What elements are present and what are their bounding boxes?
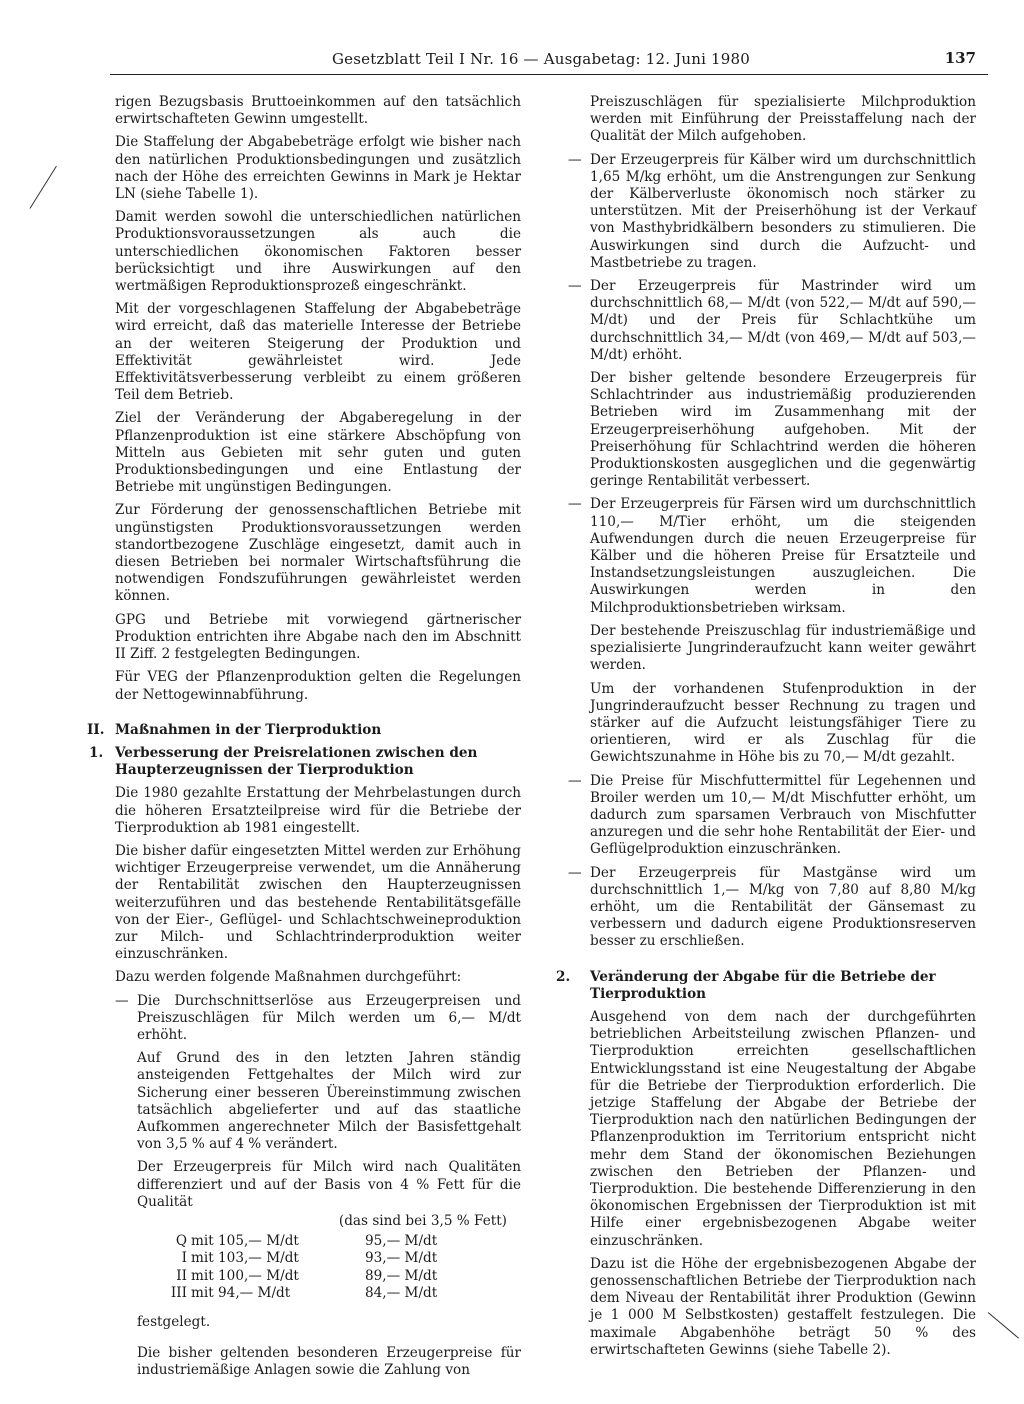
left-column	[87, 94, 521, 1380]
paragraph: Mit der vorgeschlagenen Staffelung der Abgabebeträge wird erreicht, daß das materielle Interesse der Betriebe an der weiteren Steigerung der Produktion und Effektivität gewährleistet wird. Jede Effektivitätsverbesserung verbleibt zu einem größeren Teil dem Betrieb.	[115, 301, 521, 404]
dash-bullet: —	[568, 151, 582, 168]
quality-cell: Q	[175, 1233, 187, 1250]
dash-bullet: —	[115, 992, 129, 1009]
dash-bullet: —	[568, 772, 582, 789]
subsection-number: 2.	[556, 968, 571, 985]
paragraph: Die 1980 gezahlte Erstattung der Mehrbelastungen durch die höheren Ersatzteilpreise wird für die Betriebe der Tierproduktion ab 1981 eingestellt.	[115, 785, 521, 836]
paragraph: rigen Bezugsbasis Bruttoeinkommen auf den tatsächlich erwirtschafteten Gewinn umgestellt.	[115, 94, 521, 128]
table-row	[137, 1233, 437, 1250]
price-cell: mit 94,— M/dt	[191, 1284, 291, 1301]
dash-bullet: —	[568, 864, 582, 881]
paragraph: Damit werden sowohl die unterschiedlichen natürlichen Produktionsvoraussetzungen als auch die unterschiedlichen ökonomischen Faktoren besser berücksichtigt und ihre Auswirkungen auf den wertmäßigen Reproduktionsprozeß eingeschränkt.	[115, 209, 521, 295]
table-row	[137, 1250, 437, 1267]
subsection-heading	[89, 744, 521, 779]
header-rule	[110, 74, 988, 75]
right-column	[556, 94, 976, 1359]
paragraph: Die Staffelung der Abgabebeträge erfolgt wie bisher nach den natürlichen Produktionsbedingungen und zusätzlich nach der Höhe des erreichten Gewinns in Mark je Hektar LN (siehe Tabelle 1).	[115, 134, 521, 203]
equiv-cell: 95,— M/dt	[365, 1233, 438, 1250]
quality-cell: I	[181, 1250, 187, 1267]
paragraph: Dazu werden folgende Maßnahmen durchgeführt:	[115, 969, 462, 986]
paragraph: Zur Förderung der genossenschaftlichen Betriebe mit ungünstigsten Produktionsvoraussetzungen werden standortbezogene Zuschläge eingesetzt, damit auch in diesen Betrieben bei normaler Wirtschaftsführung die notwendigen Fondszuführungen gewährleistet werden können.	[115, 502, 521, 605]
paragraph: Ziel der Veränderung der Abgaberegelung in der Pflanzenproduktion ist eine stärkere Abschöpfung von Mitteln aus Gebieten mit sehr guten und guten Produktionsbedingungen und eine Entlastung der Betriebe mit ungünstigen Bedingungen.	[115, 410, 521, 496]
dash-bullet: —	[568, 278, 582, 295]
quality-price-table	[137, 1233, 437, 1302]
paragraph: festgelegt.	[137, 1314, 211, 1330]
price-cell: mit 103,— M/dt	[191, 1250, 299, 1267]
equiv-cell: 84,— M/dt	[365, 1284, 438, 1301]
paragraph: Die bisher dafür eingesetzten Mittel werden zur Erhöhung wichtiger Erzeugerpreise verwendet, um die Annäherung der Rentabilität zwischen den Haupterzeugnissen weiterzuführen und das bestehende Rentabilitätsgefälle von der Eier-, Geflügel- und Schlachtschweineproduktion zur Milch- und Schlachtrinderproduktion weiter einzuschränken.	[115, 842, 521, 963]
list-item	[568, 496, 976, 616]
paragraph: Der bestehende Preiszuschlag für industriemäßige und spezialisierte Jungrinderaufzucht kann weiter gewährt werden.	[590, 622, 976, 674]
list-item-text: Der Erzeugerpreis für Mastgänse wird um durchschnittlich 1,— M/kg von 7,80 auf 8,80 M/kg erhöht, um die Rentabilität der Gänsemast zu verbessern und dadurch eigene Produktionsreserven besser zu erschließen.	[590, 864, 976, 950]
price-cell: mit 105,— M/dt	[191, 1233, 299, 1250]
paragraph: Auf Grund des in den letzten Jahren ständig ansteigenden Fettgehaltes der Milch wird zur Sicherung einer besseren Übereinstimmung zwischen tatsächlich abgelieferter und auf das staatliche Aufkommen angerechneter Milch der Basisfettgehalt von 3,5 % auf 4 % verändert.	[137, 1050, 521, 1153]
list-item-text: Der Erzeugerpreis für Mastrinder wird um durchschnittlich 68,— M/dt (von 522,— M/dt auf 590,— M/dt) und der Preis für Schlachtkühe um durchschnittlich 34,— M/dt (von 469,— M/dt auf 503,— M/dt) erhöht.	[590, 278, 976, 363]
paragraph: Der Erzeugerpreis für Milch wird nach Qualitäten differenziert und auf der Basis von 4 % Fett für die Qualität	[137, 1159, 521, 1210]
gazette-title: Gesetzblatt Teil I Nr. 16 — Ausgabetag: 12. Juni 1980	[332, 50, 751, 68]
equiv-cell: 93,— M/dt	[365, 1250, 438, 1267]
table-row	[137, 1285, 437, 1302]
list-item	[568, 772, 976, 859]
list-item-text: Die Durchschnittserlöse aus Erzeugerpreisen und Preiszuschlägen für Milch werden um 6,— M/dt erhöht.	[137, 992, 521, 1043]
subsection-heading	[556, 968, 976, 1003]
paragraph: Preiszuschlägen für spezialisierte Milchproduktion werden mit Einführung der Preisstaffelung nach der Qualität der Milch aufgehoben.	[590, 94, 976, 145]
list-item-text: Der Erzeugerpreis für Kälber wird um durchschnittlich 1,65 M/kg erhöht, um die Anstrengungen zur Senkung der Kälberverluste ökonomisch noch stärker zu unterstützen. Mit der Preiserhöhung ist der Verkauf von Masthybridkälbern besonders zu stimulieren. Die Auswirkungen sind durch die Aufzucht- und Mastbetriebe zu tragen.	[590, 151, 976, 271]
price-cell: mit 100,— M/dt	[191, 1267, 299, 1284]
list-item	[568, 864, 976, 951]
page-number: 137	[944, 49, 976, 67]
margin-mark	[988, 1312, 1019, 1339]
paragraph: Die bisher geltenden besonderen Erzeugerpreise für industriemäßige Anlagen sowie die Zahlung von	[137, 1345, 521, 1379]
section-number: II.	[87, 721, 105, 738]
dash-bullet: —	[568, 496, 582, 513]
paragraph: Um der vorhandenen Stufenproduktion in der Jungrinderaufzucht besser Rechnung zu tragen und stärker auf die Aufzucht leistungsfähiger Tiere zu orientieren, wird er als Zuschlag für die Gewichtszunahme in Höhe bis zu 70,— M/dt gezahlt.	[590, 680, 976, 766]
list-item-text: Der Erzeugerpreis für Färsen wird um durchschnittlich 110,— M/Tier erhöht, um die steigenden Aufwendungen durch die neuen Erzeugerpreise für Kälber und die höheren Preise für Ersatzteile und Instandsetzungsleistungen auszugleichen. Die Auswirkungen werden in den Milchproduktionsbetrieben wirksam.	[590, 496, 976, 616]
list-item	[568, 151, 976, 272]
equiv-cell: 89,— M/dt	[365, 1267, 438, 1284]
list-item	[115, 992, 521, 1045]
paragraph: Für VEG der Pflanzenproduktion gelten die Regelungen der Nettogewinnabführung.	[115, 669, 521, 703]
page-header	[110, 48, 988, 76]
section-title: Maßnahmen in der Tierproduktion	[115, 721, 382, 738]
paragraph: Der bisher geltende besondere Erzeugerpreis für Schlachtrinder aus industriemäßig produzierenden Betrieben wird im Zusammenhang mit der Erzeugerpreiserhöhung aufgehoben. Mit der Preiserhöhung für Schlachtrind werden die höheren Produktionskosten ausgeglichen und die gegenwärtig geringe Rentabilität verbessert.	[590, 370, 976, 490]
paragraph: GPG und Betriebe mit vorwiegend gärtnerischer Produktion entrichten ihre Abgabe nach den im Abschnitt II Ziff. 2 festgelegten Bedingungen.	[115, 611, 521, 663]
quality-cell: II	[176, 1267, 187, 1284]
section-heading	[87, 721, 521, 739]
table-row	[137, 1268, 437, 1285]
subsection-title: Veränderung der Abgabe für die Betriebe der Tierproduktion	[590, 968, 936, 1002]
paragraph: Dazu ist die Höhe der ergebnisbezogenen Abgabe der genossenschaftlichen Betriebe der Tierproduktion nach dem Niveau der Rentabilität ihrer Produktion (Gewinn je 1 000 M Selbstkosten) gestaffelt festzulegen. Die maximale Abgabenhöhe beträgt 50 % des erwirtschafteten Gewinns (siehe Tabelle 2).	[590, 1255, 976, 1358]
list-item-text: Die Preise für Mischfuttermittel für Legehennen und Broiler werden um 10,— M/dt Mischfutter erhöht, um dadurch zum sparsamen Verbrauch von Mischfutter anzuregen und die sehr hohe Rentabilität der Eier- und Geflügelproduktion einzuschränken.	[590, 772, 976, 858]
subsection-title: Verbesserung der Preisrelationen zwischen den Haupterzeugnissen der Tierproduktion	[115, 744, 478, 779]
quality-cell: III	[170, 1284, 187, 1301]
margin-mark	[29, 166, 57, 209]
subsection-number: 1.	[89, 744, 104, 761]
table-note: (das sind bei 3,5 % Fett)	[338, 1212, 507, 1229]
paragraph: Ausgehend von dem nach der durchgeführten betrieblichen Arbeitsteilung zwischen Pflanzen- und Tierproduktion erreichten gesellschaftlichen Entwicklungsstand ist eine Neugestaltung der Abgabe für die Betriebe der Tierproduktion erforderlich. Die jetzige Staffelung der Abgabe der Betriebe der Tierproduktion nach den natürlichen Bedingungen der Pflanzenproduktion im Territorium entspricht nicht mehr dem Stand der ökonomischen Beziehungen zwischen den Betrieben der Pflanzen- und Tierproduktion. Die bestehende Differenzierung in den ökonomischen Ergebnissen der Tierproduktion ist mit Hilfe einer ergebnisbezogenen Abgabe weiter einzuschränken.	[590, 1008, 976, 1249]
list-item	[568, 278, 976, 364]
